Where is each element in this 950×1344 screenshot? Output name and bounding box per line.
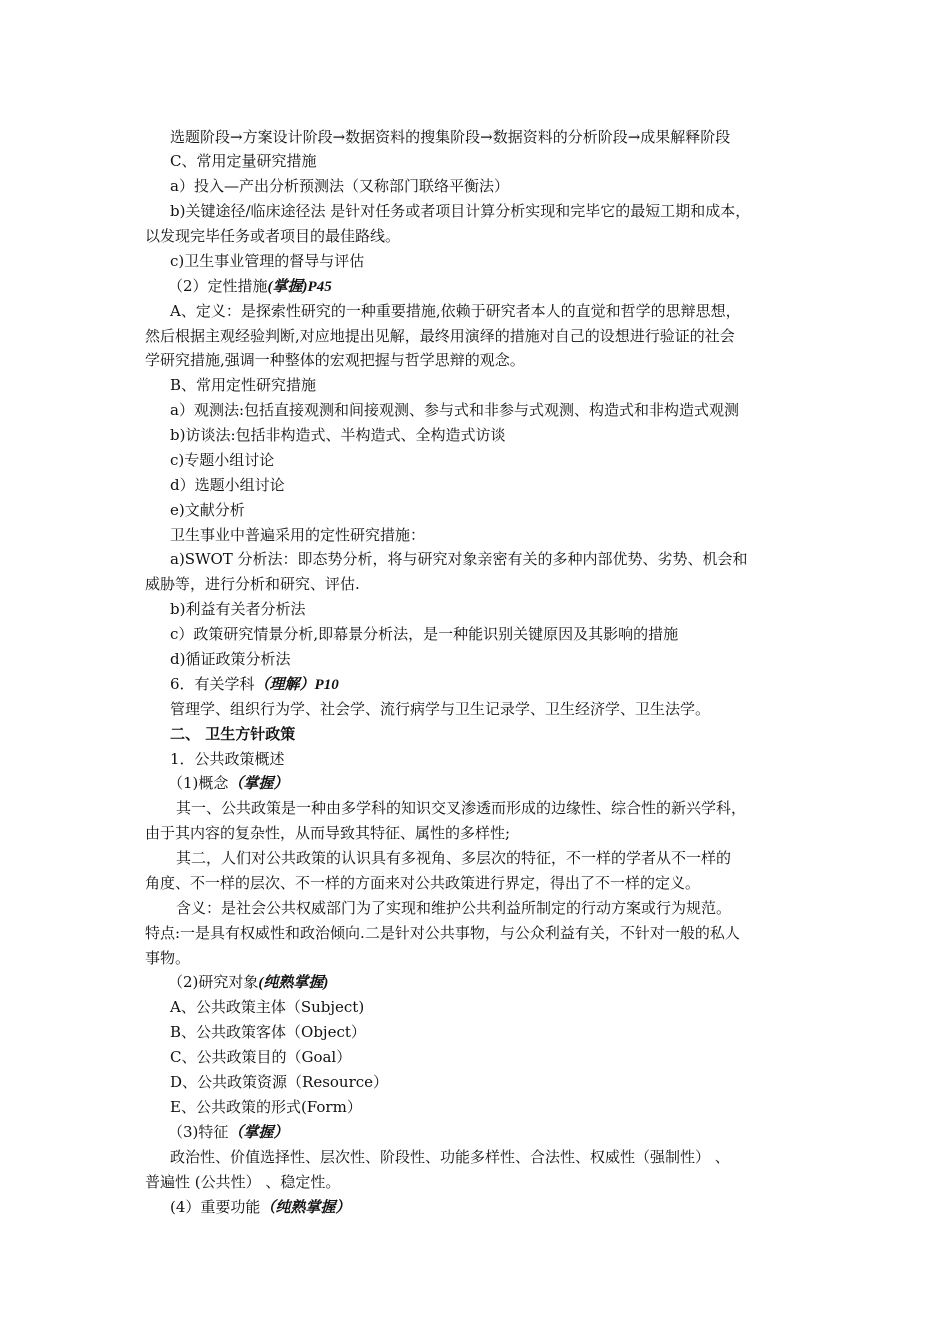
text-line: a)SWOT 分析法：即态势分析，将与研究对象亲密有关的多种内部优势、劣势、机会和	[170, 550, 748, 568]
text-line: 普遍性 (公共性） 、稳定性。	[145, 1173, 341, 1191]
section-heading: 6．有关学科（理解）P10	[170, 675, 339, 693]
text-line: 角度、不一样的层次、不一样的方面来对公共政策进行界定，得出了不一样的定义。	[145, 874, 701, 892]
text-line: e)文献分析	[170, 501, 245, 519]
section-heading: （2)研究对象(纯熟掌握)	[168, 973, 329, 991]
text-line: B、公共政策客体（Object）	[170, 1023, 366, 1041]
text-line: 其一、公共政策是一种由多学科的知识交叉渗透而形成的边缘性、综合性的新兴学科，	[176, 799, 747, 817]
text-line: 由于其内容的复杂性，从而导致其特征、属性的多样性;	[145, 824, 511, 842]
text-line: 政治性、价值选择性、层次性、阶段性、功能多样性、合法性、权威性（强制性） 、	[170, 1148, 730, 1166]
text-line: c)专题小组讨论	[170, 451, 275, 469]
text-line: b)关键途径/临床途径法 是针对任务或者项目计算分析实现和完毕它的最短工期和成本，	[170, 202, 751, 220]
text-line: 卫生事业中普遍采用的定性研究措施：	[170, 526, 426, 544]
text-line: a）观测法:包括直接观测和间接观测、参与式和非参与式观测、构造式和非构造式观测	[170, 401, 740, 419]
text-line: 其二，人们对公共政策的认识具有多视角、多层次的特征，不一样的学者从不一样的	[176, 849, 732, 867]
text-line: c）政策研究情景分析,即幕景分析法，是一种能识别关键原因及其影响的措施	[170, 625, 679, 643]
text-line: 含义：是社会公共权威部门为了实现和维护公共利益所制定的行动方案或行为规范。	[176, 899, 732, 917]
text-line: A、公共政策主体（Subject)	[170, 998, 365, 1016]
text-line: 事物。	[145, 949, 191, 967]
section-heading: （3)特征（掌握）	[168, 1123, 289, 1141]
text-line: c)卫生事业管理的督导与评估	[170, 252, 365, 270]
text-line: 威胁等，进行分析和研究、评估.	[145, 575, 360, 593]
text-line: 学研究措施,强调一种整体的宏观把握与哲学思辩的观念。	[145, 351, 525, 369]
text-line: 管理学、组织行为学、社会学、流行病学与卫生记录学、卫生经济学、卫生法学。	[170, 700, 711, 718]
text-line: D、公共政策资源（Resource）	[170, 1073, 389, 1091]
text-line: C、常用定量研究措施	[170, 152, 317, 170]
text-line: d）选题小组讨论	[170, 476, 285, 494]
text-line: 1．公共政策概述	[170, 750, 285, 768]
text-line: b)访谈法:包括非构造式、半构造式、全构造式访谈	[170, 426, 506, 444]
text-line: A、定义：是探索性研究的一种重要措施,依赖于研究者本人的直觉和哲学的思辩思想，	[170, 302, 741, 320]
text-line: 选题阶段→方案设计阶段→数据资料的搜集阶段→数据资料的分析阶段→成果解释阶段	[170, 128, 731, 146]
text-line: C、公共政策目的（Goal）	[170, 1048, 352, 1066]
section-heading: （1)概念（掌握）	[168, 774, 289, 792]
section-heading: (4）重要功能（纯熟掌握）	[170, 1198, 351, 1216]
text-line: B、常用定性研究措施	[170, 376, 317, 394]
text-line: 然后根据主观经验判断,对应地提出见解，最终用演绎的措施对自己的设想进行验证的社会	[145, 327, 735, 345]
chapter-heading: 二、 卫生方针政策	[170, 725, 296, 743]
text-line: E、公共政策的形式(Form）	[170, 1098, 362, 1116]
text-line: 以发现完毕任务或者项目的最佳路线。	[145, 227, 401, 245]
text-line: 特点:一是具有权威性和政治倾向.二是针对公共事物，与公众利益有关，不针对一般的私人	[145, 924, 740, 942]
text-line: b)利益有关者分析法	[170, 600, 306, 618]
text-line: d)循证政策分析法	[170, 650, 291, 668]
section-heading: （2）定性措施(掌握)P45	[168, 277, 332, 295]
text-line: a）投入—产出分析预测法（又称部门联络平衡法）	[170, 177, 509, 195]
